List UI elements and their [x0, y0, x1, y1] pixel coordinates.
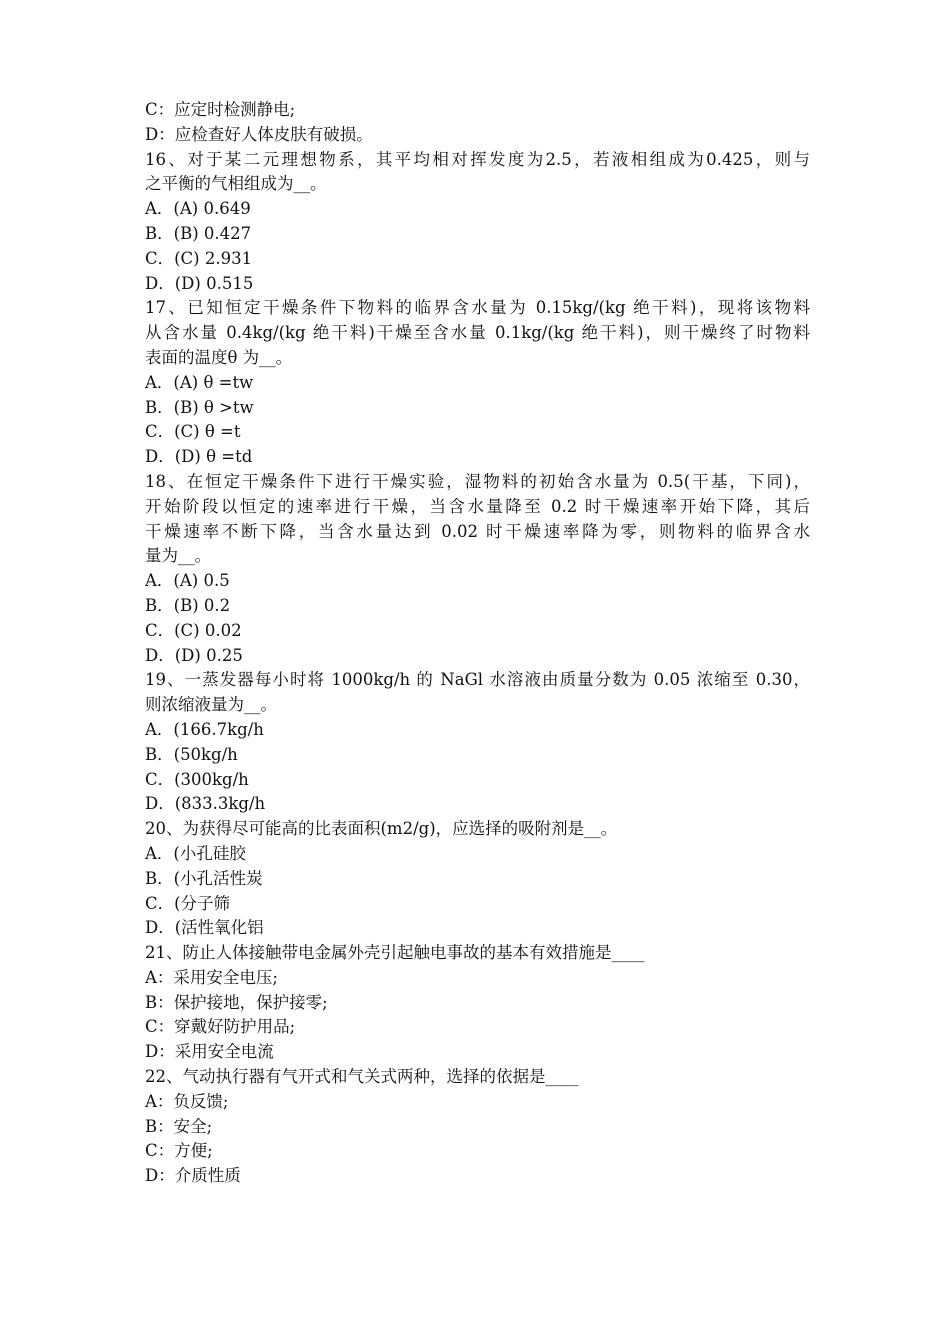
option-c-q19: C．(300kg/h: [145, 769, 249, 789]
option-a-q19: A．(166.7kg/h: [145, 719, 264, 739]
option-a-q18: A．(A) 0.5: [145, 571, 230, 591]
option-b-q16: B．(B) 0.427: [145, 223, 252, 243]
option-b-q20: B．(小孔活性炭: [145, 868, 263, 888]
option-d-q16: D．(D) 0.515: [145, 273, 254, 293]
question-18-line-2: 开始阶段以恒定的速率进行干燥，当含水量降至 0.2 时干燥速率开始下降，其后: [145, 496, 810, 516]
option-b-q21: B：保护接地，保护接零;: [145, 992, 328, 1012]
option-d-q22: D：介质性质: [145, 1166, 241, 1186]
question-20: 20、为获得尽可能高的比表面积(m2/g)，应选择的吸附剂是__。: [145, 819, 618, 839]
option-b-q22: B：安全;: [145, 1116, 213, 1136]
option-c-q20: C．(分子筛: [145, 893, 231, 913]
option-b-q19: B．(50kg/h: [145, 744, 238, 764]
question-17-line-3: 表面的温度θ 为__。: [145, 347, 293, 367]
option-a-q16: A．(A) 0.649: [145, 199, 251, 219]
option-c-q22: C：方便;: [145, 1141, 213, 1161]
option-d-q17: D．(D) θ =td: [145, 447, 253, 467]
option-b-q17: B．(B) θ >tw: [145, 397, 254, 417]
option-d-q21: D：采用安全电流: [145, 1042, 274, 1062]
question-16-line-1: 16、对于某二元理想物系，其平均相对挥发度为2.5，若液相组成为0.425，则与: [145, 149, 810, 169]
question-19-line-1: 19、一蒸发器每小时将 1000kg/h 的 NaGl 水溶液由质量分数为 0.05 浓缩至 0.30，: [145, 670, 810, 690]
option-c-q17: C．(C) θ =t: [145, 422, 241, 442]
option-d-q18: D．(D) 0.25: [145, 645, 243, 665]
question-18-line-3: 干燥速率不断下降，当含水量达到 0.02 时干燥速率降为零，则物料的临界含水: [145, 521, 810, 541]
option-d-q20: D．(活性氧化铝: [145, 918, 264, 938]
option-d-q19: D．(833.3kg/h: [145, 794, 266, 814]
question-18-line-4: 量为__。: [145, 546, 211, 566]
option-a-q20: A．(小孔硅胶: [145, 843, 246, 863]
option-a-q17: A．(A) θ =tw: [145, 372, 254, 392]
option-a-q21: A：采用安全电压;: [145, 967, 278, 987]
option-d-q15: D：应检查好人体皮肤有破损。: [145, 124, 373, 144]
option-c-q18: C．(C) 0.02: [145, 620, 242, 640]
option-c-q15: C：应定时检测静电;: [145, 100, 296, 119]
question-16-line-2: 之平衡的气相组成为__。: [145, 174, 327, 194]
question-17-line-1: 17、已知恒定干燥条件下物料的临界含水量为 0.15kg/(kg 绝干料)，现将该物料: [145, 298, 810, 318]
document-page: [145, 98, 810, 1189]
question-19-line-2: 则浓缩液量为__。: [145, 695, 277, 715]
option-b-q18: B．(B) 0.2: [145, 595, 231, 615]
question-21: 21、防止人体接触带电金属外壳引起触电事故的基本有效措施是____: [145, 943, 645, 963]
question-22: 22、气动执行器有气开式和气关式两种，选择的依据是____: [145, 1067, 579, 1087]
option-a-q22: A：负反馈;: [145, 1091, 229, 1111]
question-18-line-1: 18、在恒定干燥条件下进行干燥实验，湿物料的初始含水量为 0.5(干基，下同)，: [145, 471, 810, 491]
option-c-q21: C：穿戴好防护用品;: [145, 1017, 296, 1037]
question-17-line-2: 从含水量 0.4kg/(kg 绝干料)干燥至含水量 0.1kg/(kg 绝干料)，则干燥终了时物料: [145, 323, 810, 343]
option-c-q16: C．(C) 2.931: [145, 248, 253, 268]
